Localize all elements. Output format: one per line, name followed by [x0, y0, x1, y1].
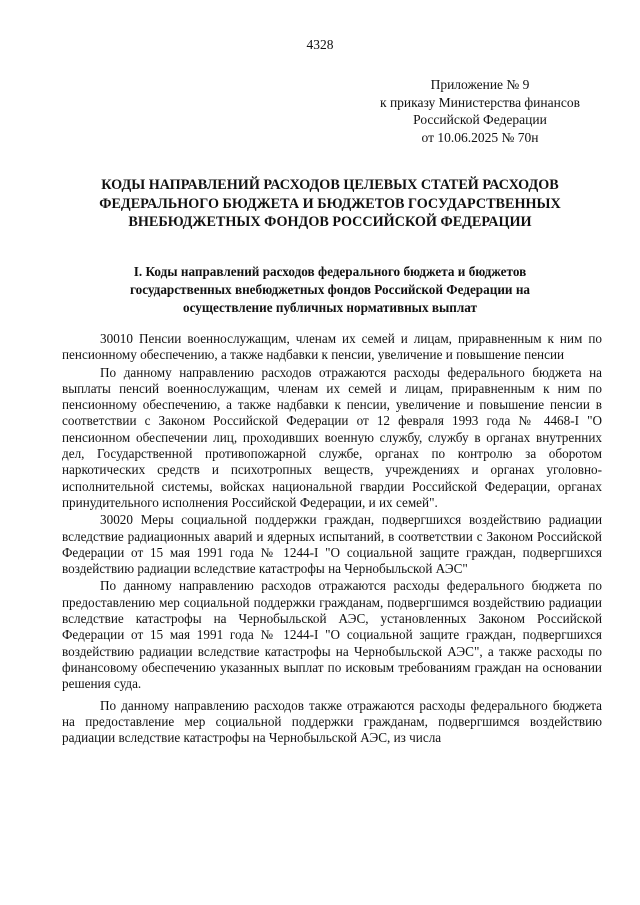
appendix-line-3: Российской Федерации [413, 112, 547, 127]
document-title: КОДЫ НАПРАВЛЕНИЙ РАСХОДОВ ЦЕЛЕВЫХ СТАТЕЙ РАСХОДОВ ФЕДЕРАЛЬНОГО БЮДЖЕТА И БЮДЖЕТОВ ГОСУДАРСТВЕННЫХ ВНЕБЮДЖЕТНЫХ ФОНДОВ РОССИЙСКОЙ ФЕДЕРАЦИИ [99, 177, 561, 230]
document-body [62, 331, 602, 746]
paragraph-code-30020: 30020 Меры социальной поддержки граждан, подвергшихся воздействию радиации вследствие радиационных аварий и ядерных испытаний, в соответствии с Законом Российской Федерации от 15 мая 1991 года № 1244-I "О социальной защите граждан, подвергшихся воздействию радиации вследствие катастрофы на Чернобыльской АЭС" [62, 512, 602, 577]
appendix-line-1: Приложение № 9 [430, 77, 530, 92]
paragraph-description: По данному направлению расходов отражаются расходы федерального бюджета на выплаты пенсий военнослужащим, членам их семей и лицам, приравненным к ним по пенсионному обеспечению, а также надбавки к пенсии, увеличение и повышение пенсии в соответствии с Законом Российской Федерации от 12 февраля 1993 года № 4468-I "О пенсионном обеспечении лиц, проходивших военную службу, службу в органах внутренних дел, Государственной противопожарной службе, органах по контролю за оборотом наркотических средств и психотропных веществ, учреждениях и органах уголовно-исполнительной системы, войсках национальной гвардии Российской Федерации, органах принудительного исполнения Российской Федерации, и их семей". [62, 364, 602, 510]
appendix-line-4: от 10.06.2025 № 70н [421, 129, 539, 145]
appendix-line-2: к приказу Министерства финансов [380, 94, 580, 110]
paragraph-code-30010: 30010 Пенсии военнослужащим, членам их семей и лицам, приравненным к ним по пенсионному обеспечению, а также надбавки к пенсии, увеличение и повышение пенсии [62, 331, 602, 363]
paragraph-description: По данному направлению расходов отражаются расходы федерального бюджета по предоставлению мер социальной поддержки гражданам, подвергшимся воздействию радиации вследствие катастрофы на Чернобыльской АЭС, установленных Законом Российской Федерации от 15 мая 1991 года № 1244-I "О социальной защите граждан, подвергшихся воздействию радиации вследствие катастрофы на Чернобыльской АЭС", а также расходы по финансовому обеспечению указанных выплат по исковым требованиям граждан на основании решения суда. [62, 578, 602, 692]
page-number: 4328 [306, 37, 334, 52]
paragraph-description: По данному направлению расходов также отражаются расходы федерального бюджета на предоставление мер социальной поддержки гражданам, подвергшимся воздействию радиации вследствие катастрофы на Чернобыльской АЭС, из числа [62, 697, 602, 746]
section-heading: I. Коды направлений расходов федерального бюджета и бюджетов государственных внебюджетных фондов Российской Федерации на осуществление публичных нормативных выплат [129, 264, 531, 315]
appendix-header [360, 76, 600, 146]
